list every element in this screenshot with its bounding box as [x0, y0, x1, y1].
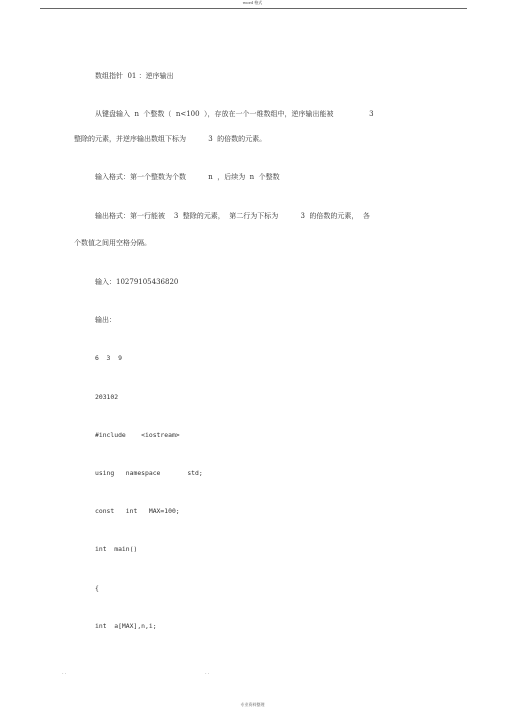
code-line-const: const int MAX=100; — [95, 507, 180, 515]
sample-output-line-2: 203102 — [95, 393, 119, 401]
ellipsis-mark-left: .. — [62, 670, 68, 676]
input-format-text: 输入格式：第一个整数为个数 n ，后续为 n 个整数 — [95, 173, 280, 181]
output-format-line-2: 个数值之间用空格分隔。 — [74, 239, 151, 247]
page-header: word 格式 — [242, 0, 263, 5]
code-line-include: #include <iostream> — [95, 431, 180, 439]
ellipsis-mark-right: .. — [205, 670, 211, 676]
code-line-using: using namespace std; — [95, 469, 203, 477]
sample-input: 输入：10279105436820 — [95, 278, 179, 286]
sample-output-label: 输出： — [95, 316, 116, 324]
output-format-line-1: 输出格式：第一行能被 3 整除的元素， 第二行为下标为 3 的倍数的元素， 各 — [95, 212, 370, 220]
problem-description-line-1: 从键盘输入 n 个整数（ n<100 ），存放在一个一维数组中，逆序输出能被 3 — [95, 110, 374, 118]
header-divider — [40, 8, 467, 9]
code-line-declaration: int a[MAX],n,i; — [95, 622, 157, 630]
problem-description-line-2: 整除的元素，并逆序输出数组下标为 3 的倍数的元素。 — [74, 135, 267, 143]
problem-title: 数组指针 01 ：逆序输出 — [95, 72, 174, 80]
code-line-main: int main() — [95, 545, 138, 553]
page-footer: 专业资料整理 — [240, 702, 265, 707]
sample-output-line-1: 6 3 9 — [95, 354, 122, 362]
code-line-brace: { — [95, 584, 99, 592]
